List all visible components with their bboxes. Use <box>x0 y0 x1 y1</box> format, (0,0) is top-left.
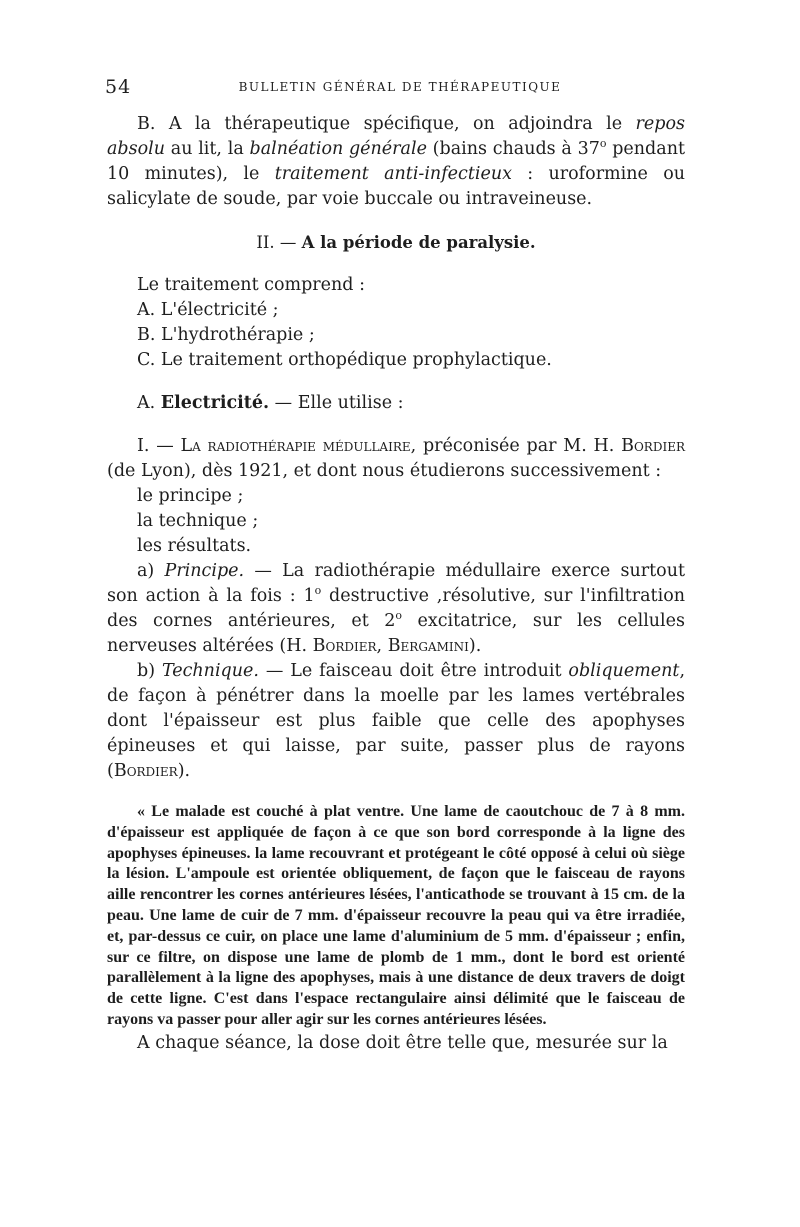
text: excitatrice, sur les cellules nerveuses altérées (H. <box>107 611 685 656</box>
text: a) <box>137 561 165 581</box>
author-name: Bordier <box>621 436 685 456</box>
paragraph-section-b <box>107 112 685 212</box>
text: destructive ,résolutive, sur l'infiltration des cornes antérieures, et 2 <box>107 586 685 631</box>
text: ). <box>468 636 482 656</box>
list-item: C. Le traitement orthopédique prophylactique. <box>137 350 552 370</box>
electricite-heading <box>107 391 685 416</box>
text: A. <box>137 393 161 413</box>
page-number: 54 <box>105 76 132 98</box>
text: au lit, la <box>165 139 250 159</box>
quoted-procedure: « Le malade est couché à plat ventre. Une lame de caoutchouc de 7 à 8 mm. d'épaisseur est appliquée de façon à ce que son bord corresponde à la ligne des apophyses épineuses. la lame recouvrant et protégeant le côté opposé à celui où siège la lésion. L'ampoule est orientée obliquement, de façon que le faisceau de rayons aille rencontrer les cornes antérieures lésées, l'anticathode se trouvant à 15 cm. de la peau. Une lame de cuir de 7 mm. d'épaisseur recouvre la peau qui va être irradiée, et, par-dessus ce cuir, on place une lame d'aluminium de 5 mm. d'épaisseur ; enfin, sur ce filtre, on dispose une lame de plomb de 1 mm., dont le bord est orienté parallèlement à la ligne des apophyses, mais à une distance de deux travers de doigt de cette ligne. C'est dans l'espace rectangulaire ainsi délimité que le faisceau de rayons va passer pour aller agir sur les cornes antérieures lésées. <box>107 803 685 1028</box>
text: (bains chauds à 37 <box>426 139 600 159</box>
emphasis-balneation: balnéation générale <box>249 139 427 159</box>
page-body <box>107 112 685 1056</box>
subheading-technique: Technique. <box>161 661 259 681</box>
text: I. — <box>137 436 181 456</box>
heading-number: II. — <box>256 233 302 252</box>
ordinal-mark: o <box>395 609 403 623</box>
title-radiotherapie: La radiothérapie médullaire <box>180 436 411 456</box>
author-name: Bordier <box>113 761 178 781</box>
list-item: les résultats. <box>137 536 252 556</box>
running-head: BULLETIN GÉNÉRAL DE THÉRAPEUTIQUE <box>238 80 562 94</box>
subheading-principe: Principe. <box>164 561 245 581</box>
paragraph-last-line: A chaque séance, la dose doit être telle que, mesurée sur la <box>137 1032 668 1053</box>
list-item: B. L'hydrothérapie ; <box>137 325 315 345</box>
paragraph-principe <box>107 559 685 659</box>
text: — Elle utilise : <box>269 393 404 413</box>
treatment-list <box>107 298 685 373</box>
text: : uroformine ou salicylate de soude, par voie buccale ou intraveineuse. <box>107 164 686 209</box>
emphasis-traitement: traitement anti-infectieux <box>274 164 512 184</box>
paragraph-technique <box>107 659 685 784</box>
page-header <box>0 74 800 100</box>
treatment-intro: Le traitement comprend : <box>137 275 365 295</box>
list-item: la technique ; <box>137 511 259 531</box>
degree-mark: o <box>599 137 607 151</box>
text: , <box>376 636 388 656</box>
emphasis-repos: repos absolu <box>107 114 685 159</box>
text: b) <box>137 661 162 681</box>
heading-text: A la période de paralysie. <box>301 233 536 252</box>
subheading-electricite: Electricité. <box>160 393 270 413</box>
text: B. A la thérapeutique spécifique, on adjoindra le <box>137 114 636 134</box>
author-name: Bordier <box>312 636 377 656</box>
text: — Le faisceau doit être introduit <box>258 661 569 681</box>
text: , de façon à pénétrer dans la moelle par les lames vertébrales dont l'épaisseur est plus faible que celle des apophyses épineuses et qui laisse, par suite, passer plus de rayons ( <box>107 661 686 781</box>
text: (de Lyon), dès 1921, et dont nous étudierons successivement : <box>107 461 662 481</box>
text: pendant 10 minutes), le <box>107 139 685 184</box>
text: — La radiothérapie médullaire exerce surtout son action à la fois : 1 <box>107 561 685 606</box>
emphasis-obliquement: obliquement <box>568 661 680 681</box>
ordinal-mark: o <box>314 584 322 598</box>
text: ). <box>177 761 191 781</box>
paragraph-radiotherapie <box>107 434 685 484</box>
text: , préconisée par M. H. <box>410 436 622 456</box>
list-item: le principe ; <box>137 486 244 506</box>
study-list <box>107 484 685 559</box>
list-item: A. L'électricité ; <box>137 300 279 320</box>
section-heading-paralysie <box>107 230 685 255</box>
author-name: Bergamini <box>387 636 469 656</box>
